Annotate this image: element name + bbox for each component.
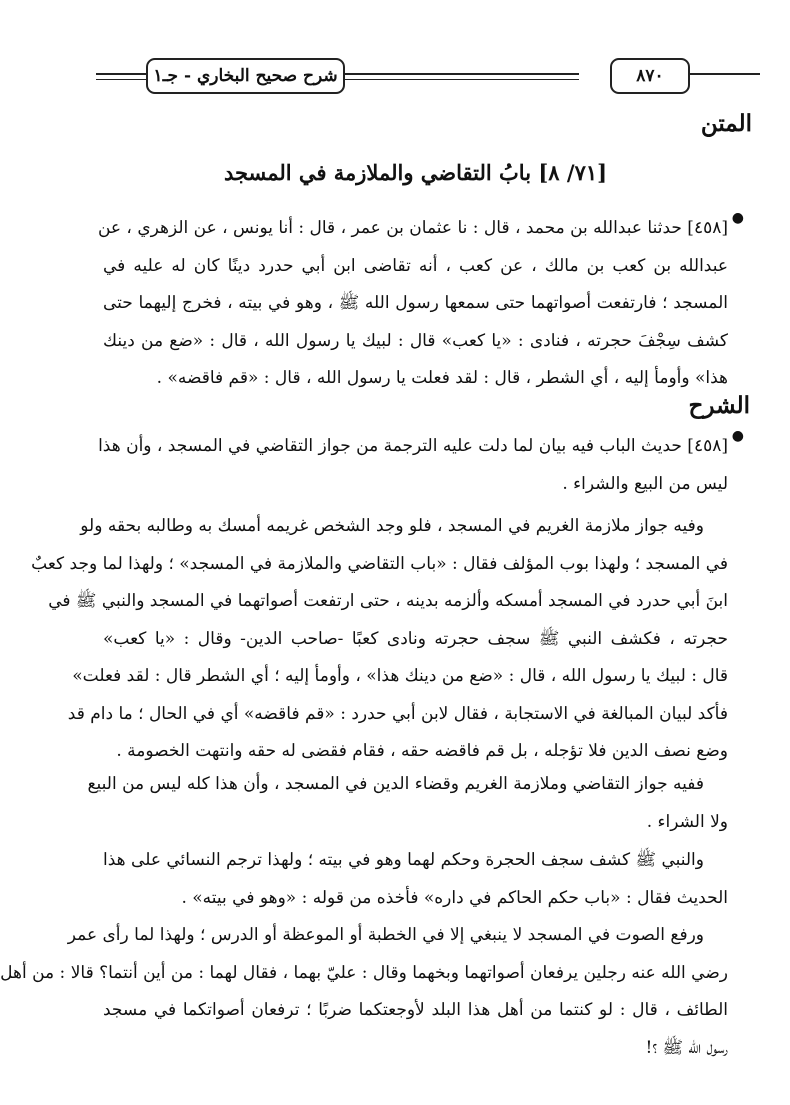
sharh-line: ليس من البيع والشراء . (562, 473, 728, 494)
sharh-paragraph (103, 842, 728, 917)
sharh-line: رضي الله عنه رجلين يرفعان أصواتهما وبخهما وقال : عليّ بهما ، فقال لهما : من أين أنتما؟ قالا : من أهل (0, 962, 728, 983)
chapter-title: [٧١/ ٨] بابُ التقاضي والملازمة في المسجد (223, 160, 608, 185)
matn-line: هذا» وأومأ إليه ، أي الشطر ، قال : لقد فعلت يا رسول الله ، قال : «قم فاقضه» . (156, 368, 728, 388)
sharh-line: وضع نصف الدين فلا تؤجله ، بل قم فاقضه حقه ، فقام فقضى له حقه وانتهت الخصومة . (116, 741, 728, 761)
matn-line: المسجد ؛ فارتفعت أصواتهما حتى سمعها رسول الله ﷺ ، وهو في بيته ، فخرج إليهما حتى (103, 293, 728, 313)
sharh-line: ابنَ أبي حدرد في المسجد أمسكه وألزمه بدينه ، حتى ارتفعت أصواتهما في المسجد والنبي ﷺ في (48, 591, 728, 611)
header-rule-left-thin (96, 79, 146, 80)
sharh-paragraph (31, 508, 728, 771)
header-rule-right (690, 73, 760, 75)
sharh-line: فأكد لبيان المبالغة في الاستجابة ، فقال لابن أبي حدرد : «قم فاقضه» أي في الحال ؛ ما دام قد (67, 703, 728, 724)
header-rule-middle (341, 73, 579, 75)
page-number-box (610, 58, 690, 94)
matn-line: عبدالله بن كعب بن مالك ، عن كعب ، أنه تقاضى ابن أبي حدرد دينًا كان له عليه في (103, 255, 728, 276)
matn-section-mark: المتن (700, 110, 752, 137)
sharh-line: الحديث فقال : «باب حكم الحاكم في داره» فأخذه من قوله : «وهو في بيته» . (181, 887, 728, 908)
sharh-line: [٤٥٨] حديث الباب فيه بيان لما دلت عليه الترجمة من جواز التقاضي في المسجد ، وأن هذا (98, 436, 728, 456)
header-rule-middle-thin (341, 79, 579, 80)
bullet-dot: ● (731, 428, 744, 444)
sharh-paragraph (87, 766, 728, 841)
sharh-line: ولا الشراء . (646, 811, 728, 832)
sharh-paragraph (0, 917, 728, 1067)
sharh-section-mark: الشرح (688, 392, 750, 419)
bullet-dot: ● (731, 210, 744, 226)
page-number: ٨٧٠ (636, 66, 664, 86)
matn-text (97, 210, 744, 398)
matn-line: [٤٥٨] حدثنا عبدالله بن محمد ، قال : نا عثمان بن عمر ، قال : أنا يونس ، عن الزهري ، عن (97, 218, 728, 238)
sharh-line: حجرته ، فكشف النبي ﷺ سجف حجرته ونادى كعبًا -صاحب الدين- وقال : «يا كعب» (103, 628, 728, 649)
sharh-line: وفيه جواز ملازمة الغريم في المسجد ، فلو وجد الشخص غريمه أمسك به وطالبه بحقه ولو (80, 516, 704, 536)
sharh-line: ففيه جواز التقاضي وملازمة الغريم وقضاء الدين في المسجد ، وأن هذا كله ليس من البيع (87, 774, 704, 794)
matn-line: كشف سِجْفَ حجرته ، فنادى : «يا كعب» قال : لبيك يا رسول الله ، قال : «ضع من دينك (103, 330, 728, 351)
running-title-box (146, 58, 345, 94)
header-rule-left (96, 73, 146, 75)
sharh-line: ورفع الصوت في المسجد لا ينبغي إلا في الخطبة أو الموعظة أو الدرس ؛ ولهذا لما رأى عمر (67, 925, 704, 945)
sharh-line: رسول الله ﷺ ؟! (645, 1037, 728, 1058)
sharh-line: الطائف ، قال : لو كنتما من أهل هذا البلد لأوجعتكما ضربًا ؛ ترفعان أصواتكما في مسجد (103, 1000, 728, 1020)
sharh-line: قال : لبيك يا رسول الله ، قال : «ضع من دينك هذا» ، وأومأ إليه ؛ أي الشطر قال : لقد فعلت» (72, 666, 728, 686)
sharh-paragraph (98, 428, 744, 503)
running-title: شرح صحيح البخاري - جـ١ (153, 66, 338, 86)
sharh-line: في المسجد ؛ ولهذا بوب المؤلف فقال : «باب التقاضي والملازمة في المسجد» ؛ ولهذا لما وجد كعبٌ (31, 553, 728, 574)
sharh-line: والنبي ﷺ كشف سجف الحجرة وحكم لهما وهو في بيته ؛ ولهذا ترجم النسائي على هذا (103, 850, 704, 870)
